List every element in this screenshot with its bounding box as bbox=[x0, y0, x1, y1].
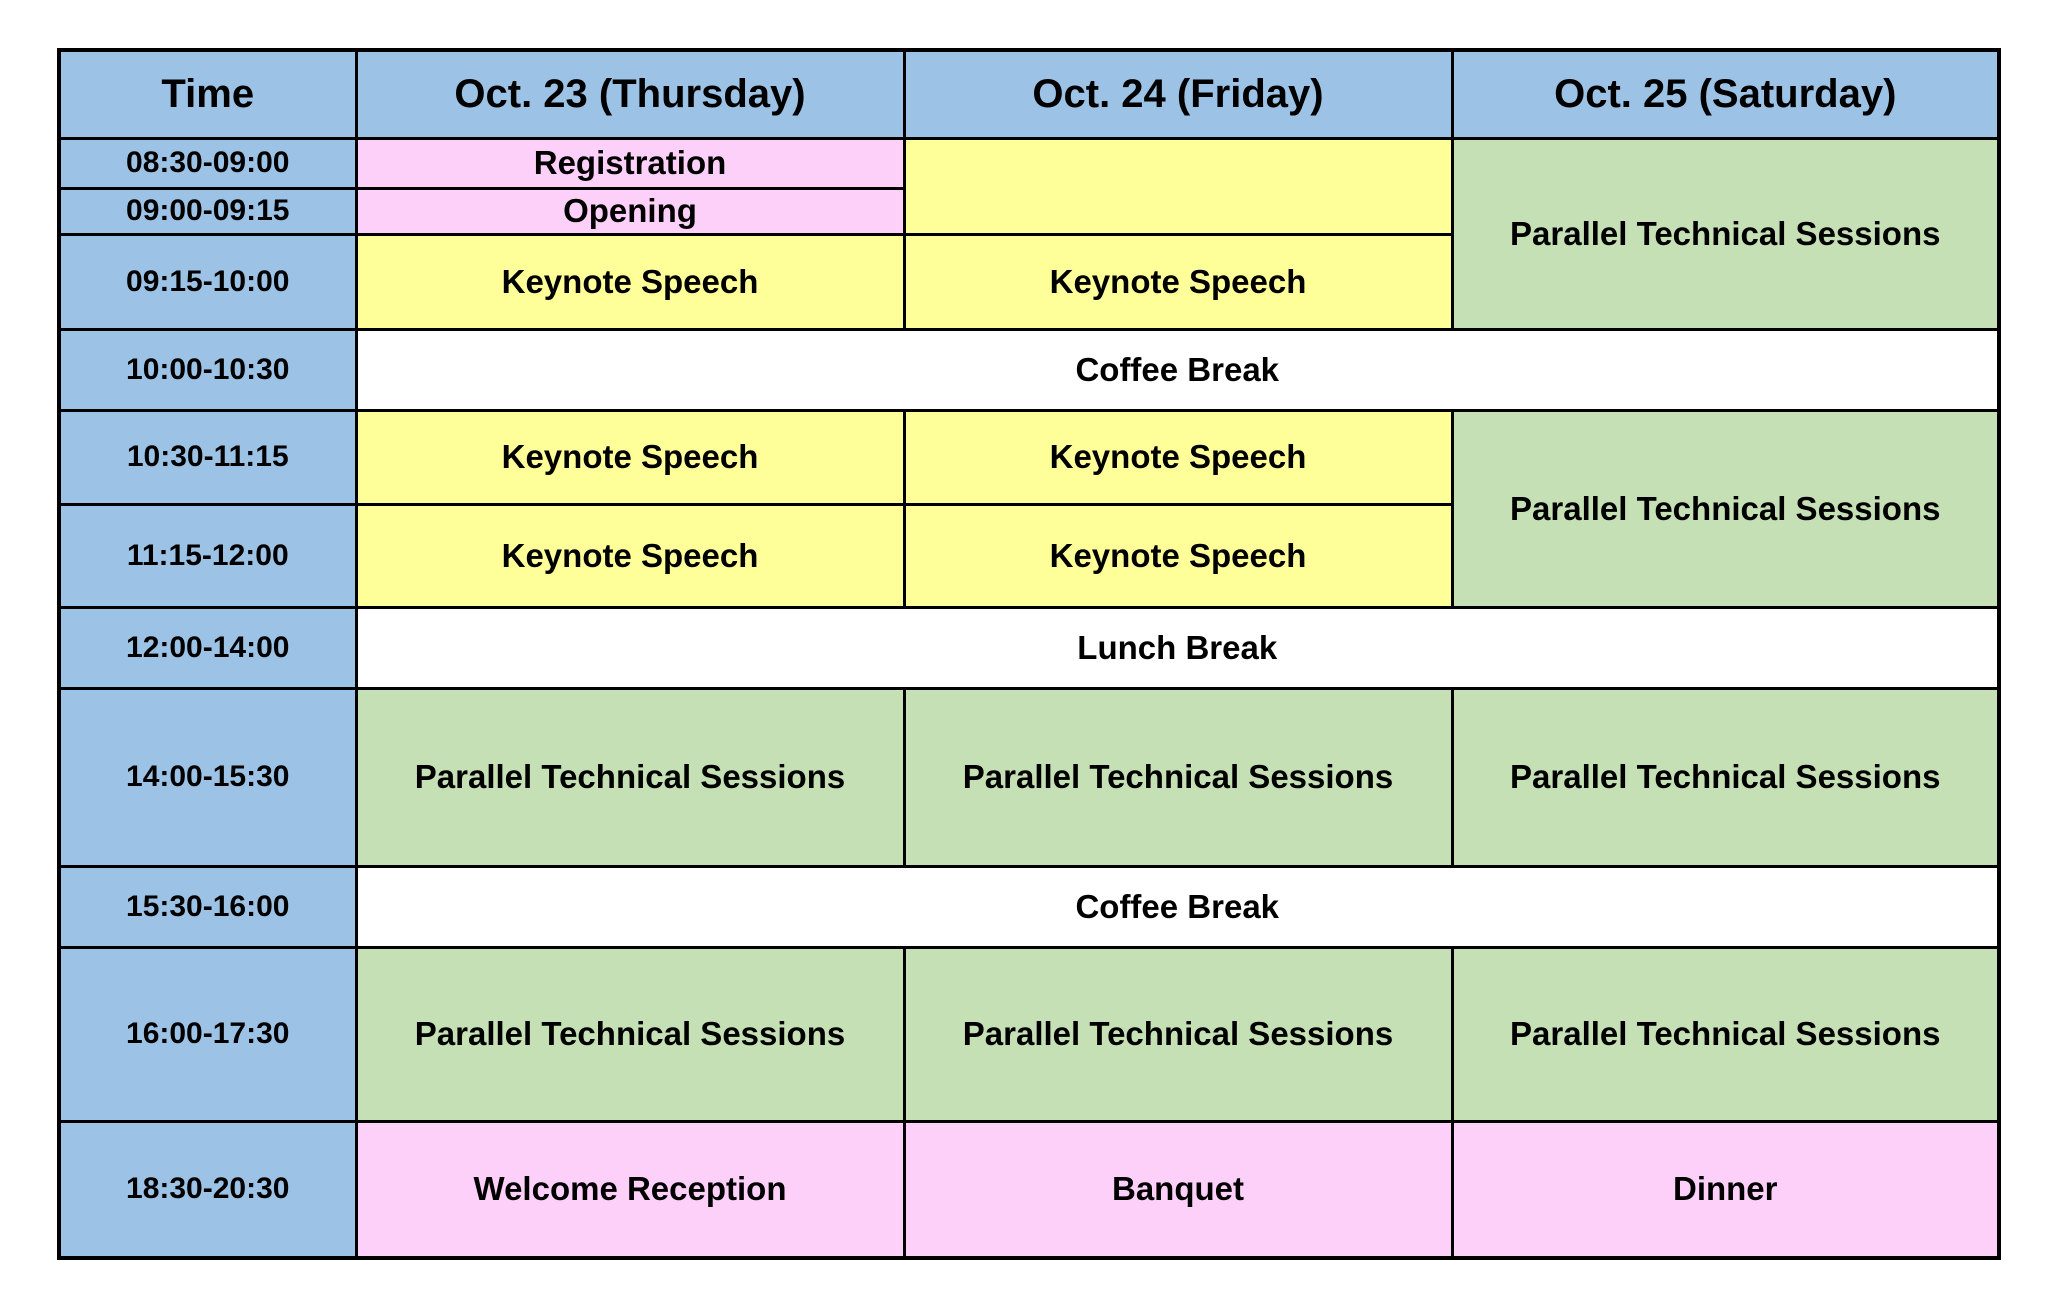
time-cell: 10:00-10:30 bbox=[59, 329, 356, 410]
schedule-row bbox=[59, 329, 1999, 410]
schedule-row bbox=[59, 1121, 1999, 1258]
schedule-header bbox=[59, 50, 1999, 138]
time-cell: 15:30-16:00 bbox=[59, 866, 356, 947]
event-cell: Keynote Speech bbox=[904, 234, 1452, 329]
time-cell: 09:00-09:15 bbox=[59, 188, 356, 234]
event-cell: Dinner bbox=[1452, 1121, 1999, 1258]
event-cell: Parallel Technical Sessions bbox=[1452, 947, 1999, 1121]
event-cell: Keynote Speech bbox=[356, 410, 904, 504]
event-cell: Registration bbox=[356, 138, 904, 188]
schedule-row bbox=[59, 866, 1999, 947]
schedule-body bbox=[59, 138, 1999, 1258]
event-cell: Lunch Break bbox=[356, 607, 1999, 688]
column-header-day-1: Oct. 23 (Thursday) bbox=[356, 50, 904, 138]
event-cell: Banquet bbox=[904, 1121, 1452, 1258]
event-cell: Keynote Speech bbox=[356, 504, 904, 607]
event-cell: Coffee Break bbox=[356, 329, 1999, 410]
event-cell: Parallel Technical Sessions bbox=[356, 688, 904, 866]
event-cell: Parallel Technical Sessions bbox=[904, 688, 1452, 866]
event-cell: Coffee Break bbox=[356, 866, 1999, 947]
schedule-row bbox=[59, 947, 1999, 1121]
time-cell: 14:00-15:30 bbox=[59, 688, 356, 866]
schedule-row bbox=[59, 410, 1999, 504]
event-cell: Parallel Technical Sessions bbox=[1452, 138, 1999, 329]
event-cell: Opening bbox=[356, 188, 904, 234]
column-header-day-2: Oct. 24 (Friday) bbox=[904, 50, 1452, 138]
column-header-day-3: Oct. 25 (Saturday) bbox=[1452, 50, 1999, 138]
event-cell: Parallel Technical Sessions bbox=[356, 947, 904, 1121]
event-cell: Parallel Technical Sessions bbox=[904, 947, 1452, 1121]
time-cell: 10:30-11:15 bbox=[59, 410, 356, 504]
schedule-row bbox=[59, 138, 1999, 188]
event-cell: Keynote Speech bbox=[356, 234, 904, 329]
column-header-time: Time bbox=[59, 50, 356, 138]
event-cell: Parallel Technical Sessions bbox=[1452, 410, 1999, 607]
event-cell: Parallel Technical Sessions bbox=[1452, 688, 1999, 866]
event-cell: Welcome Reception bbox=[356, 1121, 904, 1258]
schedule-header-row bbox=[59, 50, 1999, 138]
time-cell: 11:15-12:00 bbox=[59, 504, 356, 607]
time-cell: 16:00-17:30 bbox=[59, 947, 356, 1121]
event-cell: Keynote Speech bbox=[904, 410, 1452, 504]
time-cell: 12:00-14:00 bbox=[59, 607, 356, 688]
time-cell: 18:30-20:30 bbox=[59, 1121, 356, 1258]
time-cell: 09:15-10:00 bbox=[59, 234, 356, 329]
schedule-row bbox=[59, 688, 1999, 866]
time-cell: 08:30-09:00 bbox=[59, 138, 356, 188]
schedule-row bbox=[59, 607, 1999, 688]
empty-cell bbox=[904, 138, 1452, 234]
conference-schedule-table bbox=[57, 48, 2001, 1260]
event-cell: Keynote Speech bbox=[904, 504, 1452, 607]
